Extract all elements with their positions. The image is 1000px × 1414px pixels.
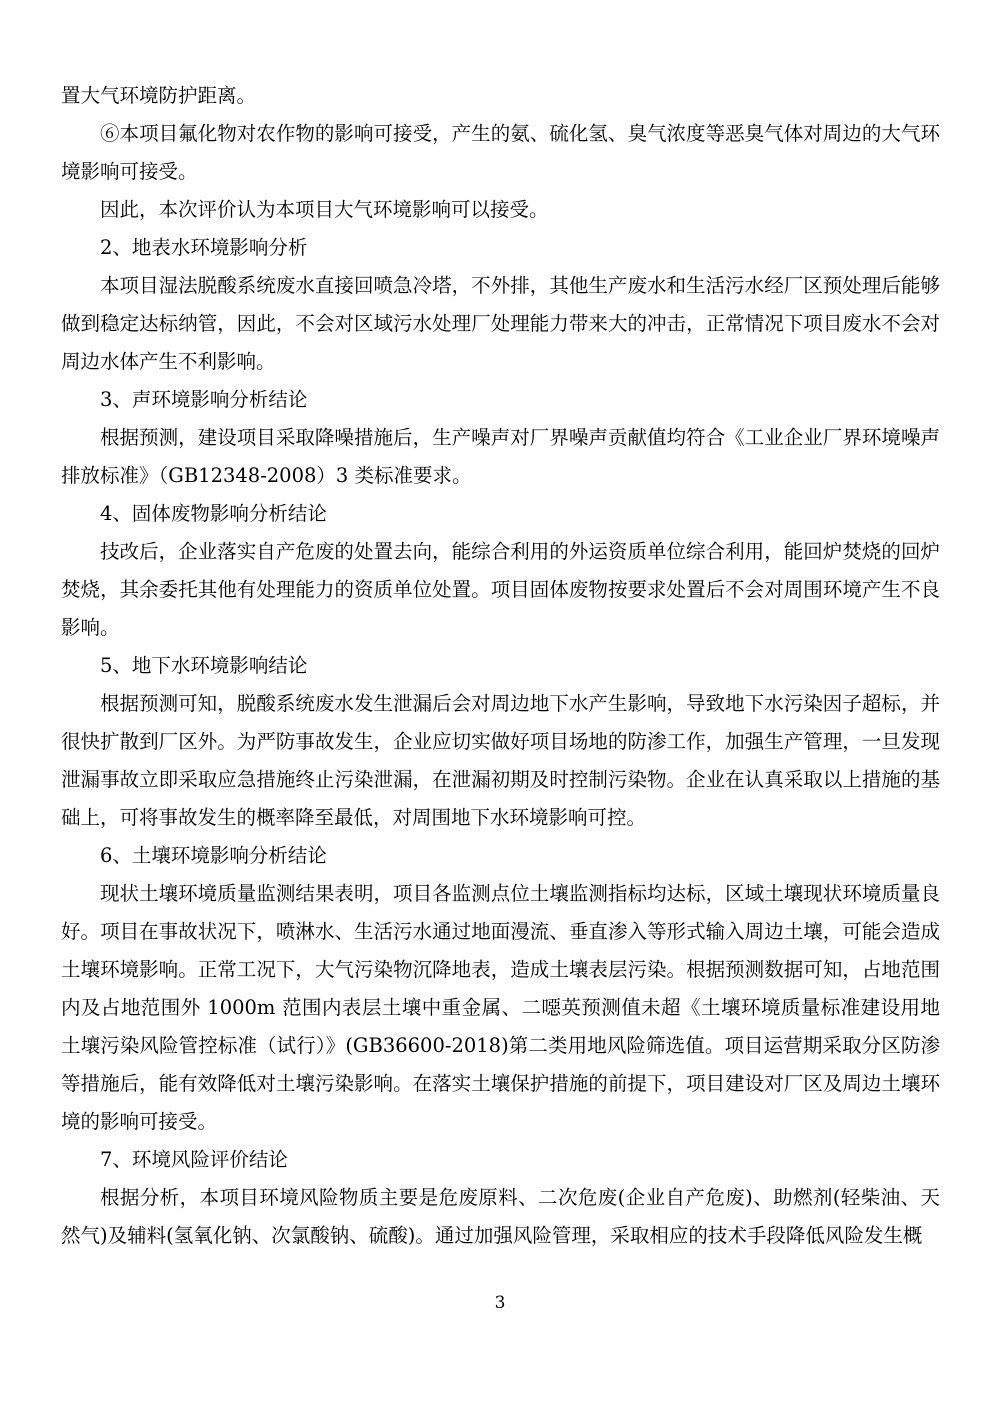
paragraph: 因此，本次评价认为本项目大气环境影响可以接受。 [100, 198, 549, 221]
section-heading: 7、环境风险评价结论 [100, 1148, 288, 1171]
section-heading: 6、土壤环境影响分析结论 [100, 844, 327, 867]
paragraph: 现状土壤环境质量监测结果表明，项目各监测点位土壤监测指标均达标，区域土壤现状环境质量良好。项目在事故状况下，喷淋水、生活污水通过地面漫流、垂直渗入等形式输入周边土壤，可能会造成土壤环境影响。正常工况下，大气污染物沉降地表，造成土壤表层污染。根据预测数据可知，占地范围内及占地范围外 1000m 范围内表层土壤中重金属、二噁英预测值未超《土壤环境质量标准建设用地土壤污染风险管控标准（试行）》(GB36600-2018)第二类用地风险筛选值。项目运营期采取分区防渗等措施后，能有效降低对土壤污染影响。在落实土壤保护措施的前提下，项目建设对厂区及周边土壤环境的影响可接受。 [61, 882, 940, 1133]
page-number: 3 [494, 1293, 506, 1313]
paragraph: 置大气环境防护距离。 [61, 84, 257, 107]
section-heading: 2、地表水环境影响分析 [100, 236, 308, 259]
paragraph: 根据分析，本项目环境风险物质主要是危废原料、二次危废(企业自产危废)、助燃剂(轻柴油、天然气)及辅料(氢氧化钠、次氯酸钠、硫酸)。通过加强风险管理，采取相应的技术手段降低风险发生概 [61, 1186, 940, 1247]
section-heading: 4、固体废物影响分析结论 [100, 502, 327, 525]
paragraph: 技改后，企业落实自产危废的处置去向，能综合利用的外运资质单位综合利用，能回炉焚烧的回炉焚烧，其余委托其他有处理能力的资质单位处置。项目固体废物按要求处置后不会对周围环境产生不良影响。 [61, 540, 940, 639]
paragraph: 本项目湿法脱酸系统废水直接回喷急冷塔，不外排，其他生产废水和生活污水经厂区预处理后能够做到稳定达标纳管，因此，不会对区域污水处理厂处理能力带来大的冲击，正常情况下项目废水不会对周边水体产生不利影响。 [61, 274, 940, 373]
section-heading: 5、地下水环境影响结论 [100, 654, 308, 677]
paragraph: ⑥本项目氟化物对农作物的影响可接受，产生的氨、硫化氢、臭气浓度等恶臭气体对周边的大气环境影响可接受。 [61, 122, 940, 183]
document-body [61, 77, 940, 1255]
paragraph: 根据预测可知，脱酸系统废水发生泄漏后会对周边地下水产生影响，导致地下水污染因子超标，并很快扩散到厂区外。为严防事故发生，企业应切实做好项目场地的防渗工作，加强生产管理，一旦发现泄漏事故立即采取应急措施终止污染泄漏，在泄漏初期及时控制污染物。企业在认真采取以上措施的基础上，可将事故发生的概率降至最低，对周围地下水环境影响可控。 [61, 692, 940, 829]
section-heading: 3、声环境影响分析结论 [100, 388, 308, 411]
paragraph: 根据预测，建设项目采取降噪措施后，生产噪声对厂界噪声贡献值均符合《工业企业厂界环境噪声排放标准》（GB12348-2008）3 类标准要求。 [61, 426, 940, 487]
page-footer [0, 1293, 1000, 1313]
